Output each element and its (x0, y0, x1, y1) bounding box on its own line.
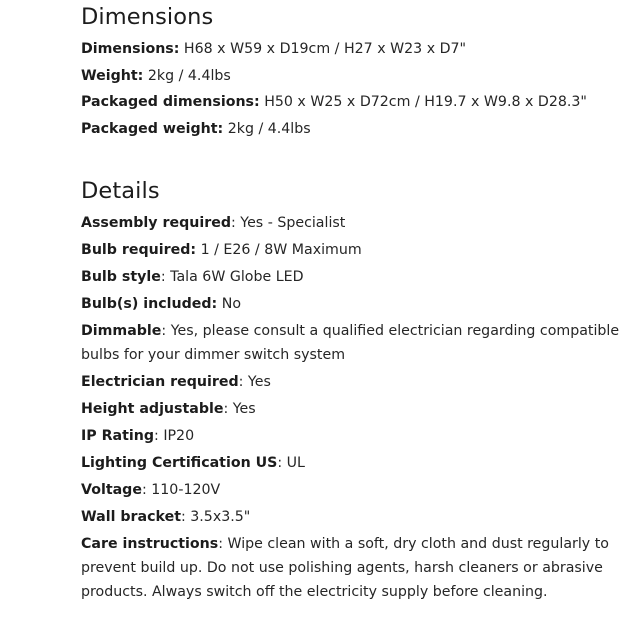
spec-value: : Yes (238, 373, 271, 390)
spec-row-dimmable (81, 319, 626, 367)
spec-value: : Tala 6W Globe LED (160, 268, 304, 285)
spec-label: Packaged dimensions: (81, 94, 260, 111)
spec-label: Lighting Certification US (81, 454, 278, 471)
spec-value: : 3.5x3.5" (180, 508, 251, 525)
details-heading: Details (81, 177, 160, 204)
spec-value: : 110-120V (141, 481, 221, 498)
spec-value: : Wipe clean with a soft, dry cloth and dust regularly to prevent build up. Do not use polishing agents, harsh cleaners or abrasive products. Always switch off the electricity supply before cleaning. (81, 535, 609, 600)
spec-label: Bulb(s) included: (81, 295, 218, 312)
spec-label: Bulb style (81, 268, 161, 285)
spec-value: : Yes - Specialist (231, 214, 346, 231)
spec-value: H50 x W25 x D72cm / H19.7 x W9.8 x D28.3" (259, 94, 587, 111)
spec-label: Assembly required (81, 214, 231, 231)
spec-value: 2kg / 4.4lbs (223, 120, 311, 137)
spec-label: Packaged weight: (81, 120, 224, 137)
spec-row-care-instructions (81, 532, 626, 604)
spec-value: : Yes, please consult a qualified electrician regarding compatible bulbs for your dimmer switch system (81, 322, 620, 363)
spec-label: Voltage (81, 481, 142, 498)
spec-label: Electrician required (81, 373, 239, 390)
spec-label: Wall bracket (81, 508, 181, 525)
spec-value: : UL (277, 454, 305, 471)
spec-row-packaged-weight (81, 117, 626, 141)
spec-label: IP Rating (81, 427, 155, 444)
spec-value: 2kg / 4.4lbs (143, 67, 231, 84)
spec-row-weight (81, 64, 626, 88)
dimensions-list (81, 37, 626, 141)
spec-row-ip-rating (81, 424, 626, 448)
spec-label: Bulb required: (81, 241, 197, 258)
product-specs (81, 0, 626, 607)
spec-value: : Yes (223, 400, 256, 417)
spec-label: Weight: (81, 67, 144, 84)
spec-row-height-adjustable (81, 397, 626, 421)
spec-row-packaged-dimensions (81, 90, 626, 114)
spec-row-wall-bracket (81, 505, 626, 529)
spec-row-electrician (81, 370, 626, 394)
spec-label: Dimmable (81, 322, 162, 339)
spec-row-bulb-style (81, 265, 626, 289)
spec-row-dimensions (81, 37, 626, 61)
spec-row-certification (81, 451, 626, 475)
details-list (81, 211, 626, 604)
spec-row-voltage (81, 478, 626, 502)
spec-row-bulb-required (81, 238, 626, 262)
spec-label: Height adjustable (81, 400, 224, 417)
spec-value: H68 x W59 x D19cm / H27 x W23 x D7" (179, 41, 467, 57)
dimensions-heading: Dimensions (81, 4, 214, 30)
spec-label: Care instructions (81, 535, 219, 552)
spec-label: Dimensions: (81, 41, 180, 57)
spec-value: No (217, 295, 242, 312)
spec-row-assembly (81, 211, 626, 235)
spec-value: : IP20 (154, 427, 195, 444)
spec-row-bulbs-included (81, 292, 626, 316)
spec-value: 1 / E26 / 8W Maximum (196, 241, 362, 258)
